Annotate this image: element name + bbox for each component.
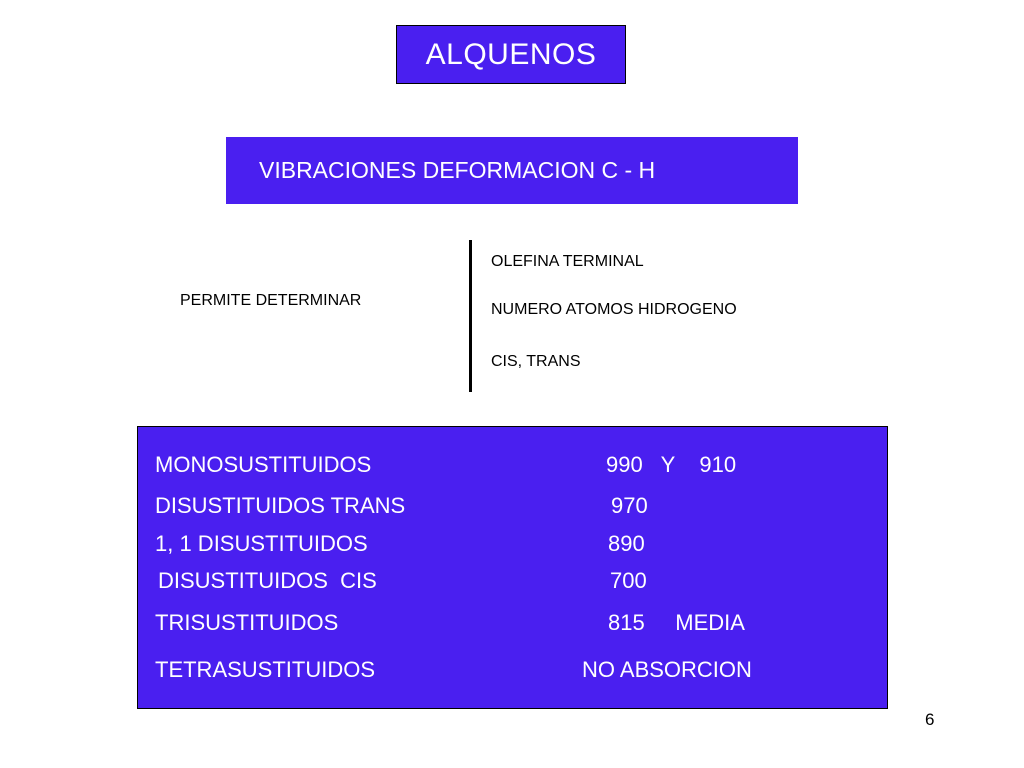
- table-row-value: NO ABSORCION: [582, 657, 752, 682]
- title-box: [396, 25, 626, 84]
- table-row-name: 1, 1 DISUSTITUIDOS: [155, 531, 368, 556]
- table-row-value: 970: [611, 493, 648, 518]
- table-row-value: 700: [610, 568, 647, 593]
- permite-item-cis-trans: CIS, TRANS: [491, 353, 581, 370]
- slide-number: 6: [925, 710, 935, 729]
- absorption-table: [137, 426, 888, 709]
- permite-item-olefina: OLEFINA TERMINAL: [491, 253, 644, 270]
- table-row-name: MONOSUSTITUIDOS: [155, 452, 372, 477]
- table-row-value: 890: [608, 531, 645, 556]
- table-row-name: DISUSTITUIDOS CIS: [158, 568, 377, 593]
- permite-item-hidrogeno: NUMERO ATOMOS HIDROGENO: [491, 301, 737, 318]
- table-row-name: TETRASUSTITUIDOS: [155, 657, 376, 682]
- permite-label: PERMITE DETERMINAR: [180, 292, 362, 309]
- vertical-divider: [469, 240, 472, 392]
- table-row-value: 990 Y 910: [606, 452, 737, 477]
- slide-title: ALQUENOS: [425, 37, 597, 71]
- table-row-value: 815 MEDIA: [608, 610, 745, 635]
- table-row-name: DISUSTITUIDOS TRANS: [155, 493, 406, 518]
- table-row-name: TRISUSTITUIDOS: [155, 610, 339, 635]
- subtitle-box: [226, 137, 798, 204]
- slide-subtitle: VIBRACIONES DEFORMACION C - H: [259, 157, 656, 183]
